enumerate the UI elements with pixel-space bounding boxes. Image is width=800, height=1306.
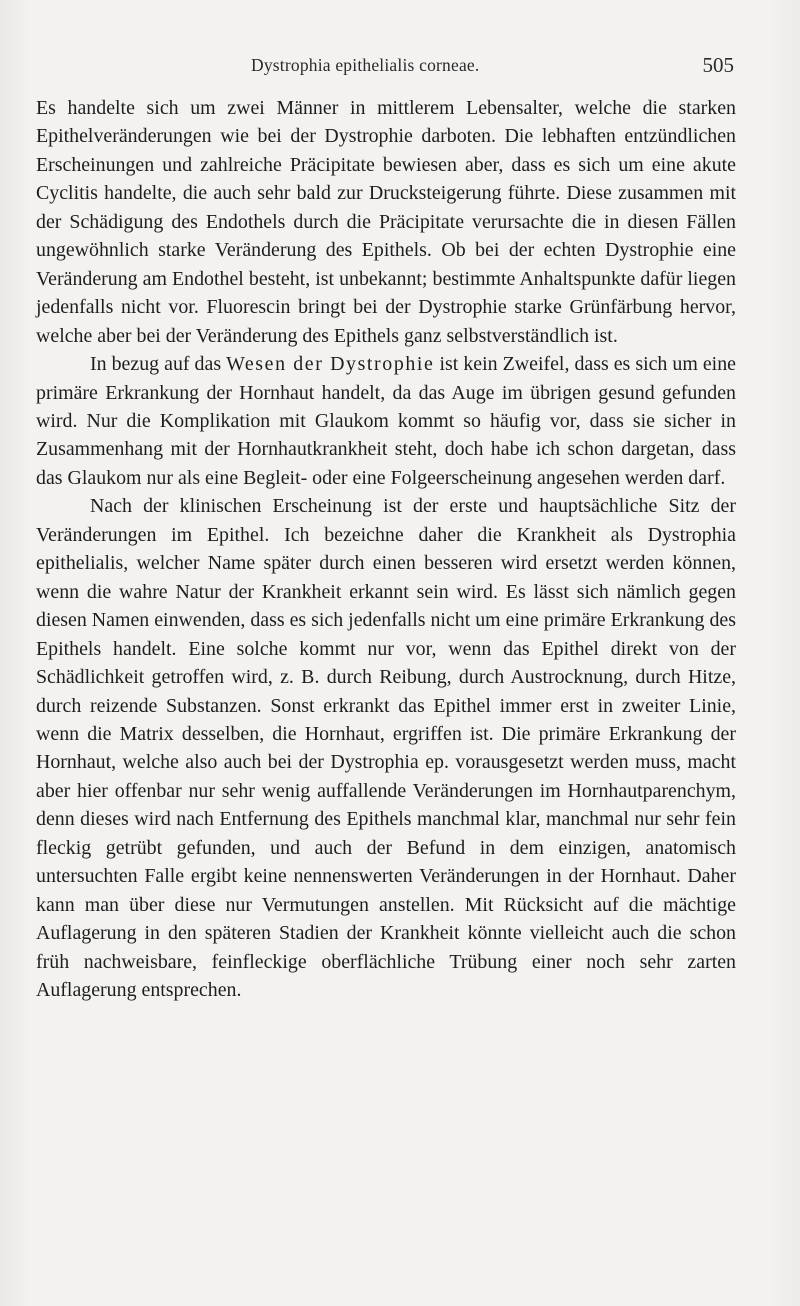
paragraph: Nach der klinischen Erscheinung ist der erste und hauptsächliche Sitz der Veränderungen im Epithel. Ich bezeichne daher die Krankheit als Dystrophia epithelialis, welcher Name später durch einen besseren wird ersetzt werden können, wenn die wahre Natur der Krankheit erkannt sein wird. Es lässt sich nämlich gegen diesen Namen einwenden, dass es sich jedenfalls nicht um eine primäre Erkrankung des Epithels handelt. Eine solche kommt nur vor, wenn das Epithel direkt von der Schädlichkeit getroffen wird, z. B. durch Reibung, durch Austrocknung, durch Hitze, durch reizende Substanzen. Sonst erkrankt das Epithel immer erst in zweiter Linie, wenn die Matrix desselben, die Hornhaut, ergriffen ist. Die primäre Erkrankung der Hornhaut, welche also auch bei der Dystrophia ep. vorausgesetzt werden muss, macht aber hier offenbar nur sehr wenig auffallende Veränderungen im Hornhautparenchym, denn dieses wird nach Entfernung des Epithels manchmal klar, manchmal nur sehr fein fleckig getrübt gefunden, und auch der Befund in dem einzigen, anatomisch untersuchten Falle ergibt keine nennenswerten Veränderungen in der Hornhaut. Daher kann man über diese nur Vermutungen anstellen. Mit Rücksicht auf die mächtige Auflagerung in den späteren Stadien der Krankheit könnte vielleicht auch die schon früh nachweisbare, feinfleckige oberflächliche Trübung einer noch sehr zarten Auflagerung entsprechen. <box>36 495 736 1002</box>
paragraph-lead: In bezug auf das <box>90 353 222 376</box>
paragraph: Es handelte sich um zwei Männer in mittlerem Lebensalter, welche die starken Epithelveränderungen wie bei der Dystrophie darboten. Die lebhaften entzündlichen Erscheinungen und zahlreiche Präcipitate bewiesen aber, dass es sich um eine akute Cyclitis handelte, die auch sehr bald zur Drucksteigerung führte. Diese zusammen mit der Schädigung des Endothels durch die Präcipitate verursachte die in diesen Fällen ungewöhnlich starke Veränderung des Epithels. Ob bei der echten Dystrophie eine Veränderung am Endothel besteht, ist unbekannt; bestimmte Anhaltspunkte dafür liegen jedenfalls nicht vor. Fluorescin bringt bei der Dystrophie starke Grünfärbung hervor, welche aber bei der Veränderung des Epithels ganz selbstverständlich ist. <box>36 97 736 347</box>
page-header <box>36 55 736 83</box>
paragraph-text: ist kein Zweifel, dass es sich um eine primäre Erkrankung der Hornhaut handelt, da das Auge im übrigen gesund gefunden wird. Nur die Komplikation mit Glaukom kommt so häufig vor, dass sie sicher in Zusammenhang mit der Hornhautkrankheit steht, doch habe ich schon dargetan, dass das Glaukom nur als eine Begleit- oder eine Folgeerscheinung angesehen werden darf. <box>36 353 736 489</box>
page-number: 505 <box>702 53 734 77</box>
paragraph <box>36 350 736 492</box>
emphasized-phrase: Wesen der Dystrophie <box>226 353 435 376</box>
running-title: Dystrophia epithelialis corneae. <box>251 55 480 75</box>
body-text <box>36 94 736 1005</box>
